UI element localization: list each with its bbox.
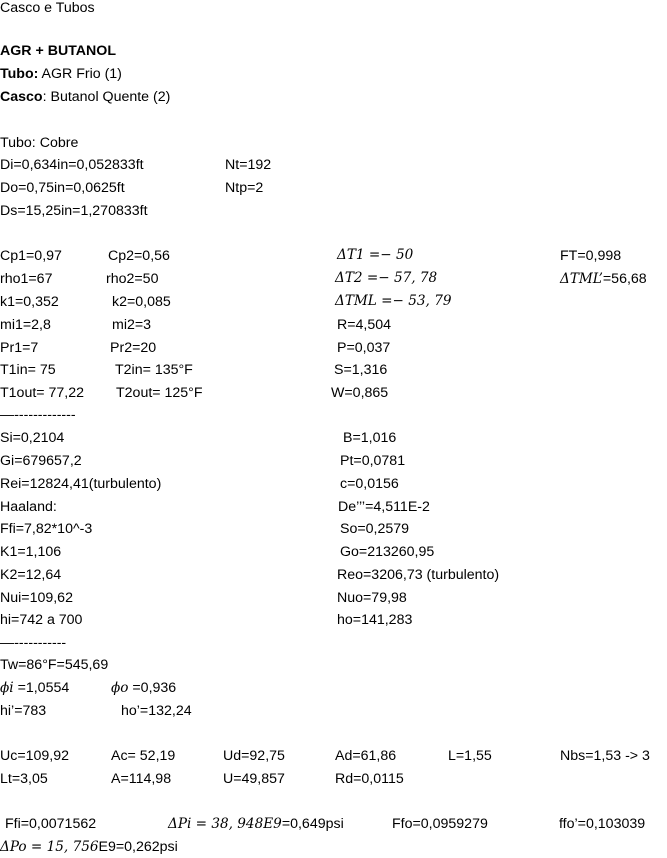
phi-o-value: =0,936 xyxy=(128,680,177,696)
r-factor: R=4,504 xyxy=(337,317,392,333)
tube-fluid xyxy=(0,67,122,81)
delta-t1: ΔT1 =− 50 xyxy=(337,247,414,263)
shell-value: : Butanol Quente (2) xyxy=(42,89,171,105)
phi-i-value: =1,0554 xyxy=(13,680,70,696)
t1-out: T1out= 77,22 xyxy=(0,385,85,401)
delta-po-value: E9=0,262psi xyxy=(98,839,178,855)
delta-tml-corrected-value: =56,68 xyxy=(602,271,647,287)
phi-o-symbol: ϕo xyxy=(111,680,129,696)
delta-po xyxy=(0,840,178,855)
delta-tml: ΔTML =− 53, 79 xyxy=(335,293,452,309)
k1-coef: K1=1,106 xyxy=(0,544,62,560)
length: L=1,55 xyxy=(448,748,492,764)
ffo: Ffo=0,0959279 xyxy=(392,816,488,832)
t1-in: T1in= 75 xyxy=(0,362,56,378)
rei: Rei=12824,41(turbulento) xyxy=(0,476,162,492)
k2-coef: K2=12,64 xyxy=(0,567,62,583)
delta-po-symbol: ΔPo = 15, 756 xyxy=(0,839,99,855)
delta-tml-corrected-symbol: ΔTML’ xyxy=(560,271,603,287)
t2-in: T2in= 135°F xyxy=(115,362,193,378)
document-title: Casco e Tubos xyxy=(0,0,95,16)
gi: Gi=679657,2 xyxy=(0,453,82,469)
si: Si=0,2104 xyxy=(0,430,65,446)
ud: Ud=92,75 xyxy=(223,748,285,764)
tube-count: Nt=192 xyxy=(225,157,272,173)
reo: Reo=3206,73 (turbulento) xyxy=(337,567,500,583)
t2-out: T2out= 125°F xyxy=(116,385,203,401)
shell-diameter: Ds=15,25in=1,270833ft xyxy=(0,203,148,219)
hi: hi=742 a 700 xyxy=(0,612,83,628)
rd: Rd=0,0115 xyxy=(335,771,404,787)
k1: k1=0,352 xyxy=(0,294,59,310)
delta-pi xyxy=(168,817,344,832)
haaland-label: Haaland: xyxy=(0,499,57,515)
tube-value: AGR Frio (1) xyxy=(38,66,122,82)
equivalent-diameter: De’’’=4,511E-2 xyxy=(338,499,430,515)
phi-i xyxy=(0,681,69,696)
tube-passes: Ntp=2 xyxy=(225,180,264,196)
ac: Ac= 52,19 xyxy=(111,748,176,764)
lt: Lt=3,05 xyxy=(0,771,48,787)
baffle: B=1,016 xyxy=(343,430,397,446)
phi-o xyxy=(111,681,176,696)
delta-pi-symbol: ΔPi = 38, 948E9 xyxy=(168,816,282,832)
delta-t2: ΔT2 =− 57, 78 xyxy=(335,270,438,286)
rho2: rho2=50 xyxy=(106,271,159,287)
area: A=114,98 xyxy=(111,771,172,787)
ho: ho=141,283 xyxy=(337,612,413,628)
w-factor: W=0,865 xyxy=(331,385,389,401)
phi-i-symbol: ϕi xyxy=(0,680,14,696)
outer-diameter: Do=0,75in=0,0625ft xyxy=(0,180,125,196)
nui: Nui=109,62 xyxy=(0,590,73,606)
separator: —----------- xyxy=(0,635,67,651)
ft: FT=0,998 xyxy=(560,248,622,264)
ad: Ad=61,86 xyxy=(335,748,397,764)
tube-material: Tubo: Cobre xyxy=(0,135,79,151)
delta-tml-corrected xyxy=(560,272,647,287)
delta-pi-value: =0,649psi xyxy=(281,816,344,832)
clearance: c=0,0156 xyxy=(340,476,399,492)
cp2: Cp2=0,56 xyxy=(108,248,170,264)
hi-corrected: hi’=783 xyxy=(0,703,47,719)
mi2: mi2=3 xyxy=(112,317,152,333)
separator: —------------- xyxy=(0,407,76,423)
ffi-pressure: Ffi=0,0071562 xyxy=(5,816,97,832)
ho-corrected: ho’=132,24 xyxy=(121,703,192,719)
u: U=49,857 xyxy=(223,771,285,787)
rho1: rho1=67 xyxy=(0,271,53,287)
nbs: Nbs=1,53 -> 3 xyxy=(560,748,650,764)
mi1: mi1=2,8 xyxy=(0,317,51,333)
k2: k2=0,085 xyxy=(112,294,171,310)
wall-temperature: Tw=86°F=545,69 xyxy=(0,657,109,673)
ffo-corrected: ffo’=0,103039 xyxy=(559,816,646,832)
tube-label: Tubo: xyxy=(0,66,39,82)
shell-fluid xyxy=(0,90,170,104)
go: Go=213260,95 xyxy=(340,544,435,560)
pr2: Pr2=20 xyxy=(110,340,157,356)
s-factor: S=1,316 xyxy=(334,362,388,378)
cp1: Cp1=0,97 xyxy=(0,248,62,264)
inner-diameter: Di=0,634in=0,052833ft xyxy=(0,157,144,173)
so: So=0,2579 xyxy=(340,521,410,537)
pitch: Pt=0,0781 xyxy=(340,453,406,469)
p-factor: P=0,037 xyxy=(337,340,391,356)
nuo: Nuo=79,98 xyxy=(337,590,407,606)
shell-label: Casco xyxy=(0,89,43,105)
ffi: Ffi=7,82*10^-3 xyxy=(0,521,93,537)
uc: Uc=109,92 xyxy=(0,748,70,764)
pr1: Pr1=7 xyxy=(0,340,39,356)
system-name: AGR + BUTANOL xyxy=(0,43,116,59)
